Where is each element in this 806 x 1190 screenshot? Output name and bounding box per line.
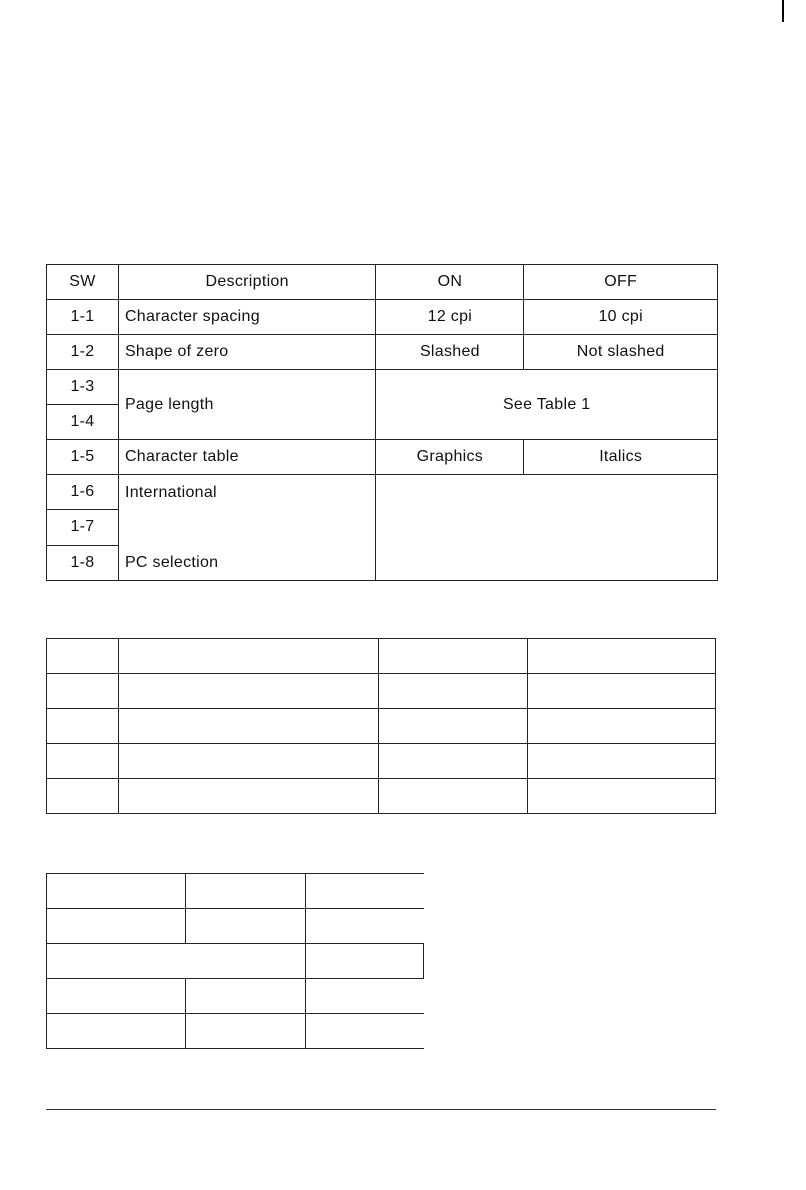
table-row bbox=[47, 779, 716, 814]
footer-rule bbox=[46, 1109, 716, 1110]
off-cell: 10 cpi bbox=[524, 300, 718, 335]
description-cell: Shape of zero bbox=[118, 335, 375, 370]
table-row bbox=[47, 440, 718, 475]
off-cell: Not slashed bbox=[524, 335, 718, 370]
switch-table bbox=[46, 264, 718, 581]
description-cell bbox=[118, 475, 375, 581]
description-cell: Character table bbox=[118, 440, 375, 475]
sw-cell: 1-8 bbox=[47, 545, 119, 580]
off-cell: Italics bbox=[524, 440, 718, 475]
edge-mark bbox=[782, 0, 784, 22]
table-row bbox=[47, 674, 716, 709]
on-cell: 12 cpi bbox=[376, 300, 524, 335]
blank-table-small bbox=[46, 873, 424, 1049]
sw-cell: 1-1 bbox=[47, 300, 119, 335]
header-off: OFF bbox=[524, 265, 718, 300]
header-on: ON bbox=[376, 265, 524, 300]
table-row bbox=[47, 475, 718, 510]
sw-cell: 1-5 bbox=[47, 440, 119, 475]
table-header-row bbox=[47, 265, 718, 300]
blank-setting-cell bbox=[376, 475, 718, 581]
description-spacer bbox=[125, 510, 375, 545]
description-cell: Character spacing bbox=[118, 300, 375, 335]
description-line: International bbox=[124, 484, 217, 501]
table-row bbox=[47, 639, 716, 674]
table-row bbox=[47, 1014, 424, 1049]
sw-cell: 1-4 bbox=[47, 405, 119, 440]
sw-cell: 1-6 bbox=[47, 475, 119, 510]
description-cell: Page length bbox=[118, 370, 375, 440]
header-description: Description bbox=[118, 265, 375, 300]
table-row bbox=[47, 370, 718, 405]
table-row bbox=[47, 979, 424, 1014]
table-row bbox=[47, 335, 718, 370]
table-row bbox=[47, 944, 424, 979]
table-row bbox=[47, 709, 716, 744]
sw-cell: 1-2 bbox=[47, 335, 119, 370]
table-row bbox=[47, 874, 424, 909]
sw-cell: 1-7 bbox=[47, 510, 119, 545]
blank-table-wide bbox=[46, 638, 716, 814]
merged-setting-cell: See Table 1 bbox=[376, 370, 718, 440]
table-row bbox=[47, 300, 718, 335]
table-row bbox=[47, 744, 716, 779]
on-cell: Slashed bbox=[376, 335, 524, 370]
on-cell: Graphics bbox=[376, 440, 524, 475]
header-sw: SW bbox=[47, 265, 119, 300]
description-line: PC selection bbox=[124, 554, 219, 571]
table-row bbox=[47, 909, 424, 944]
sw-cell: 1-3 bbox=[47, 370, 119, 405]
